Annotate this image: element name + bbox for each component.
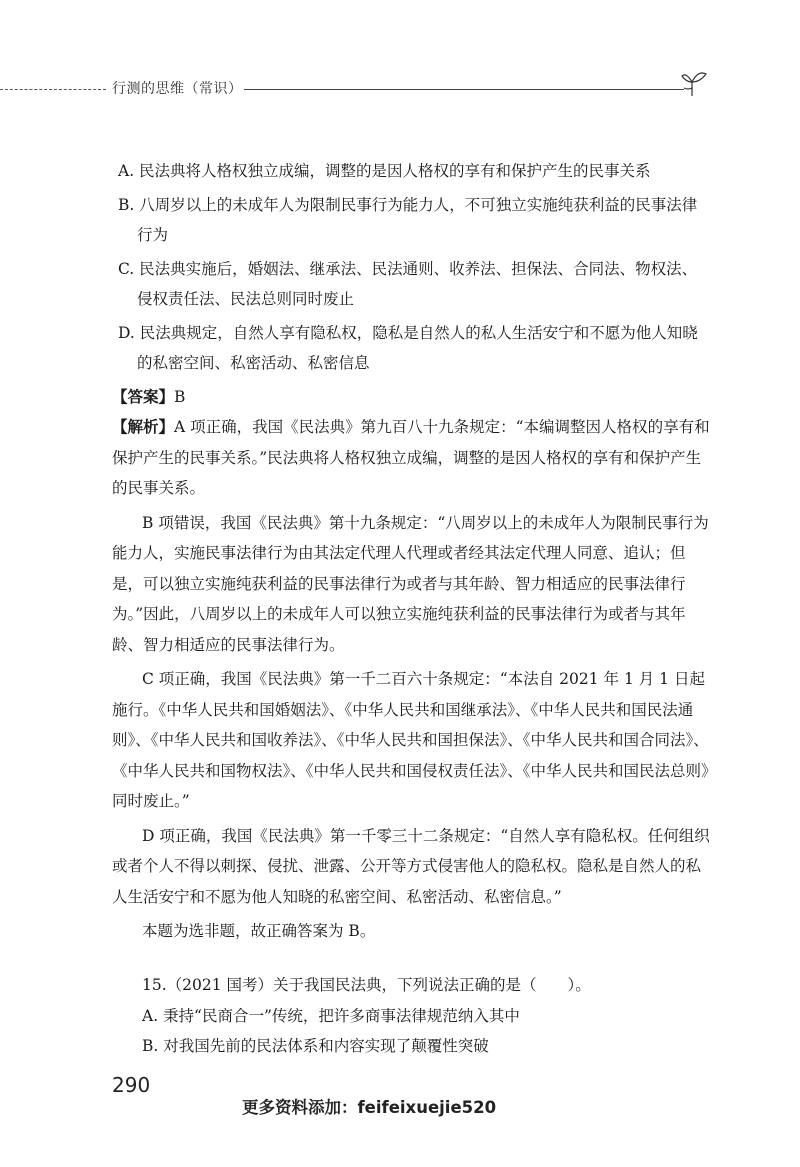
header-rule-right [244,89,684,90]
sprout-icon [680,68,708,98]
analysis-paragraph-b: B 项错误，我国《民法典》第十九条规定：“八周岁以上的未成年人为限制民事行为能力人，实施民事法律行为由其法定代理人代理或者经其法定代理人同意、追认；但是，可以独立实施纯获利益的民事法律行为或者与其年龄、智力相适应的民事法律行为。”因此，八周岁以上的未成年人可以独立实施纯获利益的民事法律行为或者与其年龄、智力相适应的民事法律行为。 [112,513,709,654]
question-15-stem: 15.（2021 国考）关于我国民法典，下列说法正确的是（ ）。 [142,976,591,994]
running-header-title: 行测的思维（常识） [112,81,243,97]
question-15 [142,970,712,1062]
answer-line [112,382,712,413]
header-rule-left [0,89,106,90]
analysis-conclusion: 本题为选非题，故正确答案为 B。 [142,922,376,940]
analysis-paragraph-a [112,412,712,504]
analysis-paragraph-d: D 项正确，我国《民法典》第一千零三十二条规定：“自然人享有隐私权。任何组织或者个人不得以刺探、侵扰、泄露、公开等方式侵害他人的隐私权。隐私是自然人的私人生活安宁和不愿为他人知晓的私密空间、私密活动、私密信息。” [112,826,710,906]
analysis-label: 【解析】 [112,417,175,436]
analysis-text-a: A 项正确，我国《民法典》第九百八十九条规定：“本编调整因人格权的享有和保护产生的民事关系。”民法典将人格权独立成编，调整的是因人格权的享有和保护产生的民事关系。 [112,418,710,497]
page-number: 290 [112,1073,151,1097]
page-header [0,78,800,102]
option-c: C. 民法典实施后，婚姻法、继承法、民法通则、收养法、担保法、合同法、物权法、侵权责任法、民法总则同时废止 [118,259,698,308]
question-15-option-b: B. 对我国先前的民法体系和内容实现了颠覆性突破 [142,1037,489,1055]
watermark-text: 更多资料添加：feifeixuejie520 [242,1098,497,1117]
option-d: D. 民法典规定，自然人享有隐私权，隐私是自然人的私人生活安宁和不愿为他人知晓的私密空间、私密活动、私密信息 [118,323,698,372]
answer-label: 【答案】 [112,386,175,406]
answer-value: B [174,387,186,406]
page-body [112,156,712,947]
question-15-option-a: A. 秉持“民商合一”传统，把许多商事法律规范纳入其中 [142,1006,520,1025]
option-b: B. 八周岁以上的未成年人为限制民事行为能力人，不可独立实施纯获利益的民事法律行为 [118,195,698,244]
analysis-paragraph-c: C 项正确，我国《民法典》第一千二百六十条规定：“本法自 2021 年 1 月 1 日起施行。《中华人民共和国婚姻法》、《中华人民共和国继承法》、《中华人民共和国民法通则》、《中华人民共和国收养法》、《中华人民共和国担保法》、《中华人民共和国合同法》、《中华人民共和国物权法》、《中华人民共和国侵权责任法》、《中华人民共和国民法总则》同时废止。” [112,670,709,810]
option-a: A. 民法典将人格权独立成编，调整的是因人格权的享有和保护产生的民事关系 [118,162,651,180]
